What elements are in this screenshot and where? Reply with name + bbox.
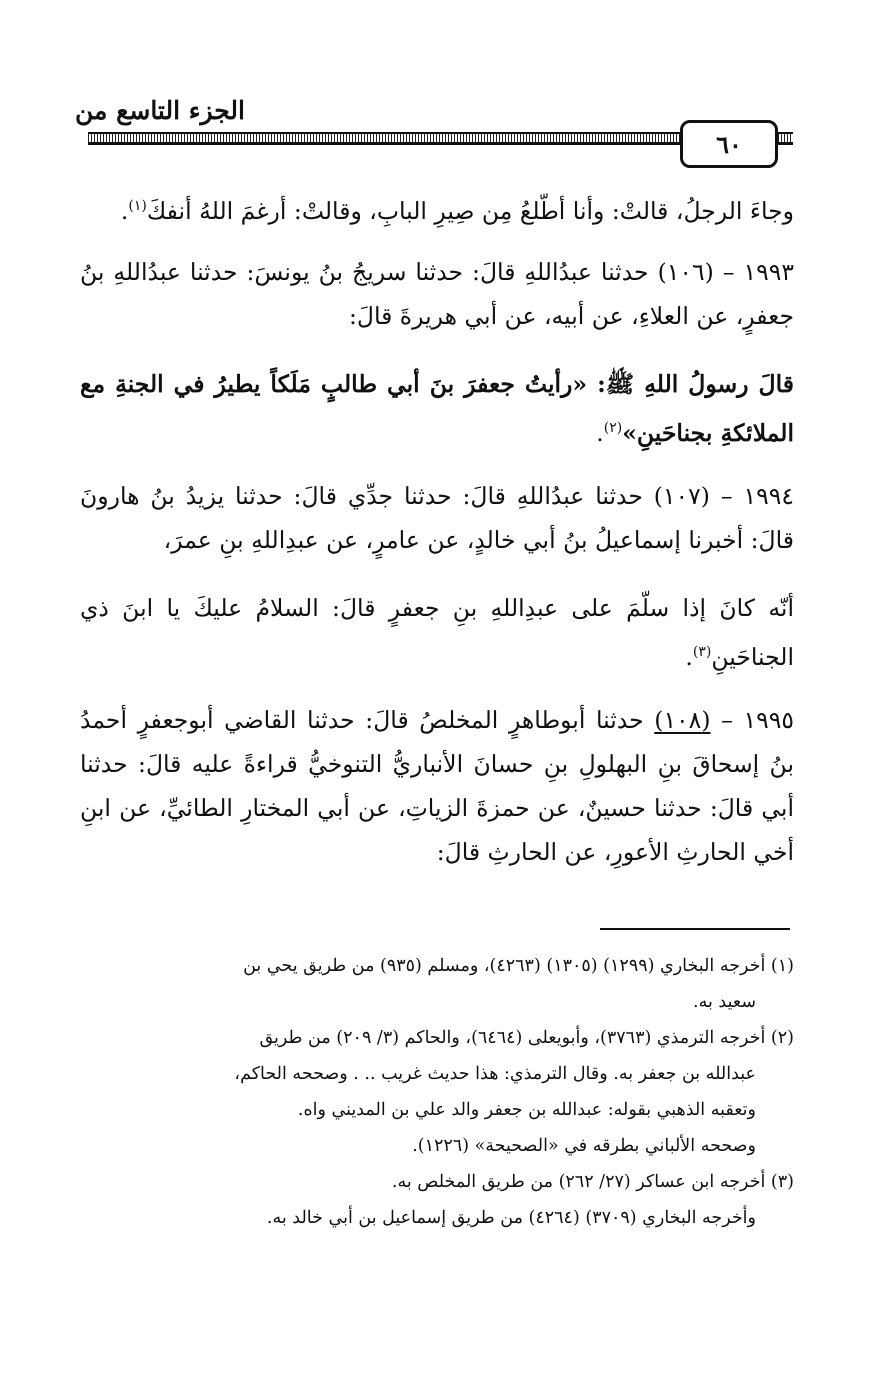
hadith-1993-matn	[80, 362, 794, 455]
hadith-text: حدثنا أبوطاهرٍ المخلصُ قالَ: حدثنا القاضي أبوجعفرٍ أحمدُ بنُ إسحاقَ بنِ البهلولِ بنِ حسانَ الأنباريُّ التنوخيُّ قراءةً عليه قالَ: حدثنا أبي قالَ: حدثنا حسينٌ، عن حمزةَ الزياتِ، عن أبي المختارِ الطائيِّ، عن ابنِ أخي الحارثِ الأعورِ، عن الحارثِ قالَ:	[80, 706, 794, 866]
page-number: ٦٠	[680, 120, 778, 168]
hadith-1994-matn	[80, 586, 794, 679]
paragraph-text: وجاءَ الرجلُ، قالتْ: وأنا أطّلعُ مِن صِيرِ البابِ، وقالتْ: أرغمَ اللهُ أنفكَ	[146, 196, 794, 225]
footnote-line: وصححه الألباني بطرقه في «الصحيحة» (١٢٢٦).	[412, 1136, 756, 1156]
footnote-marker: (٣)	[692, 644, 712, 660]
paragraph-1	[80, 184, 794, 233]
matn-quote: «رأيتُ جعفرَ بنَ أبي طالبٍ مَلَكاً يطيرُ في الجنةِ مع الملائكةِ بجناحَينِ»	[80, 370, 794, 447]
footnote-line: وتعقبه الذهبي بقوله: عبدالله بن جعفر والد علي بن المديني واه.	[297, 1100, 756, 1120]
hadith-number: ١٩٩٣ – (١٠٦)	[657, 258, 794, 286]
hadith-1993	[80, 250, 794, 338]
matn-text: أنّه كانَ إذا سلّمَ على عبدِاللهِ بنِ جعفرٍ قالَ: السلامُ عليكَ يا ابنَ ذي الجناحَينِ	[80, 594, 794, 671]
footnote-separator	[600, 928, 790, 930]
footnote-first-line: (٢) أخرجه الترمذي (٣٧٦٣)، وأبويعلى (٦٤٦٤)، والحاكم (٣/ ٢٠٩) من طريق	[259, 1028, 794, 1048]
hadith-1995	[80, 698, 794, 874]
footnote-marker: (٢)	[603, 420, 623, 436]
paragraph-tail: .	[685, 642, 693, 671]
hadith-subnumber: (١٠٨)	[654, 706, 711, 734]
footnote-line: عبدالله بن جعفر به. وقال الترمذي: هذا حديث غريب .. . وصححه الحاكم،	[234, 1064, 756, 1084]
footnote-first-line: (١) أخرجه البخاري (١٢٩٩) (١٣٠٥) (٤٢٦٣)، ومسلم (٩٣٥) من طريق يحي بن	[243, 956, 794, 976]
footnote-first-line: (٣) أخرجه ابن عساكر (٢٧/ ٢٦٢) من طريق المخلص به.	[391, 1172, 794, 1192]
footnote-line: وأخرجه البخاري (٣٧٠٩) (٤٢٦٤) من طريق إسماعيل بن أبي خالد به.	[266, 1208, 756, 1228]
paragraph-tail: .	[596, 418, 604, 447]
hadith-1994	[80, 474, 794, 562]
hadith-number: ١٩٩٥ –	[721, 706, 794, 734]
footnotes	[80, 948, 794, 1236]
footnote-3	[80, 1164, 794, 1236]
running-title: الجزء التاسع من	[74, 96, 245, 125]
matn-intro: قالَ رسولُ اللهِ ﷺ:	[587, 370, 795, 398]
hadith-text: حدثنا عبدُاللهِ قالَ: حدثنا سريجُ بنُ يونسَ: حدثنا عبدُاللهِ بنُ جعفرٍ، عن العلاءِ، عن أبيه، عن أبي هريرةَ قالَ:	[80, 258, 794, 330]
footnote-2	[80, 1020, 794, 1164]
footnote-line: سعيد به.	[693, 992, 756, 1012]
hadith-text: حدثنا عبدُاللهِ قالَ: حدثنا جدِّي قالَ: حدثنا يزيدُ بنُ هارونَ قالَ: أخبرنا إسماعيلُ بنُ أبي خالدٍ، عن عامرٍ، عن عبدِاللهِ بنِ عمرَ،	[80, 482, 794, 554]
hadith-number: ١٩٩٤ – (١٠٧)	[653, 482, 794, 510]
footnote-marker: (١)	[128, 198, 147, 214]
footnote-1	[80, 948, 794, 1020]
paragraph-tail: .	[120, 196, 129, 225]
